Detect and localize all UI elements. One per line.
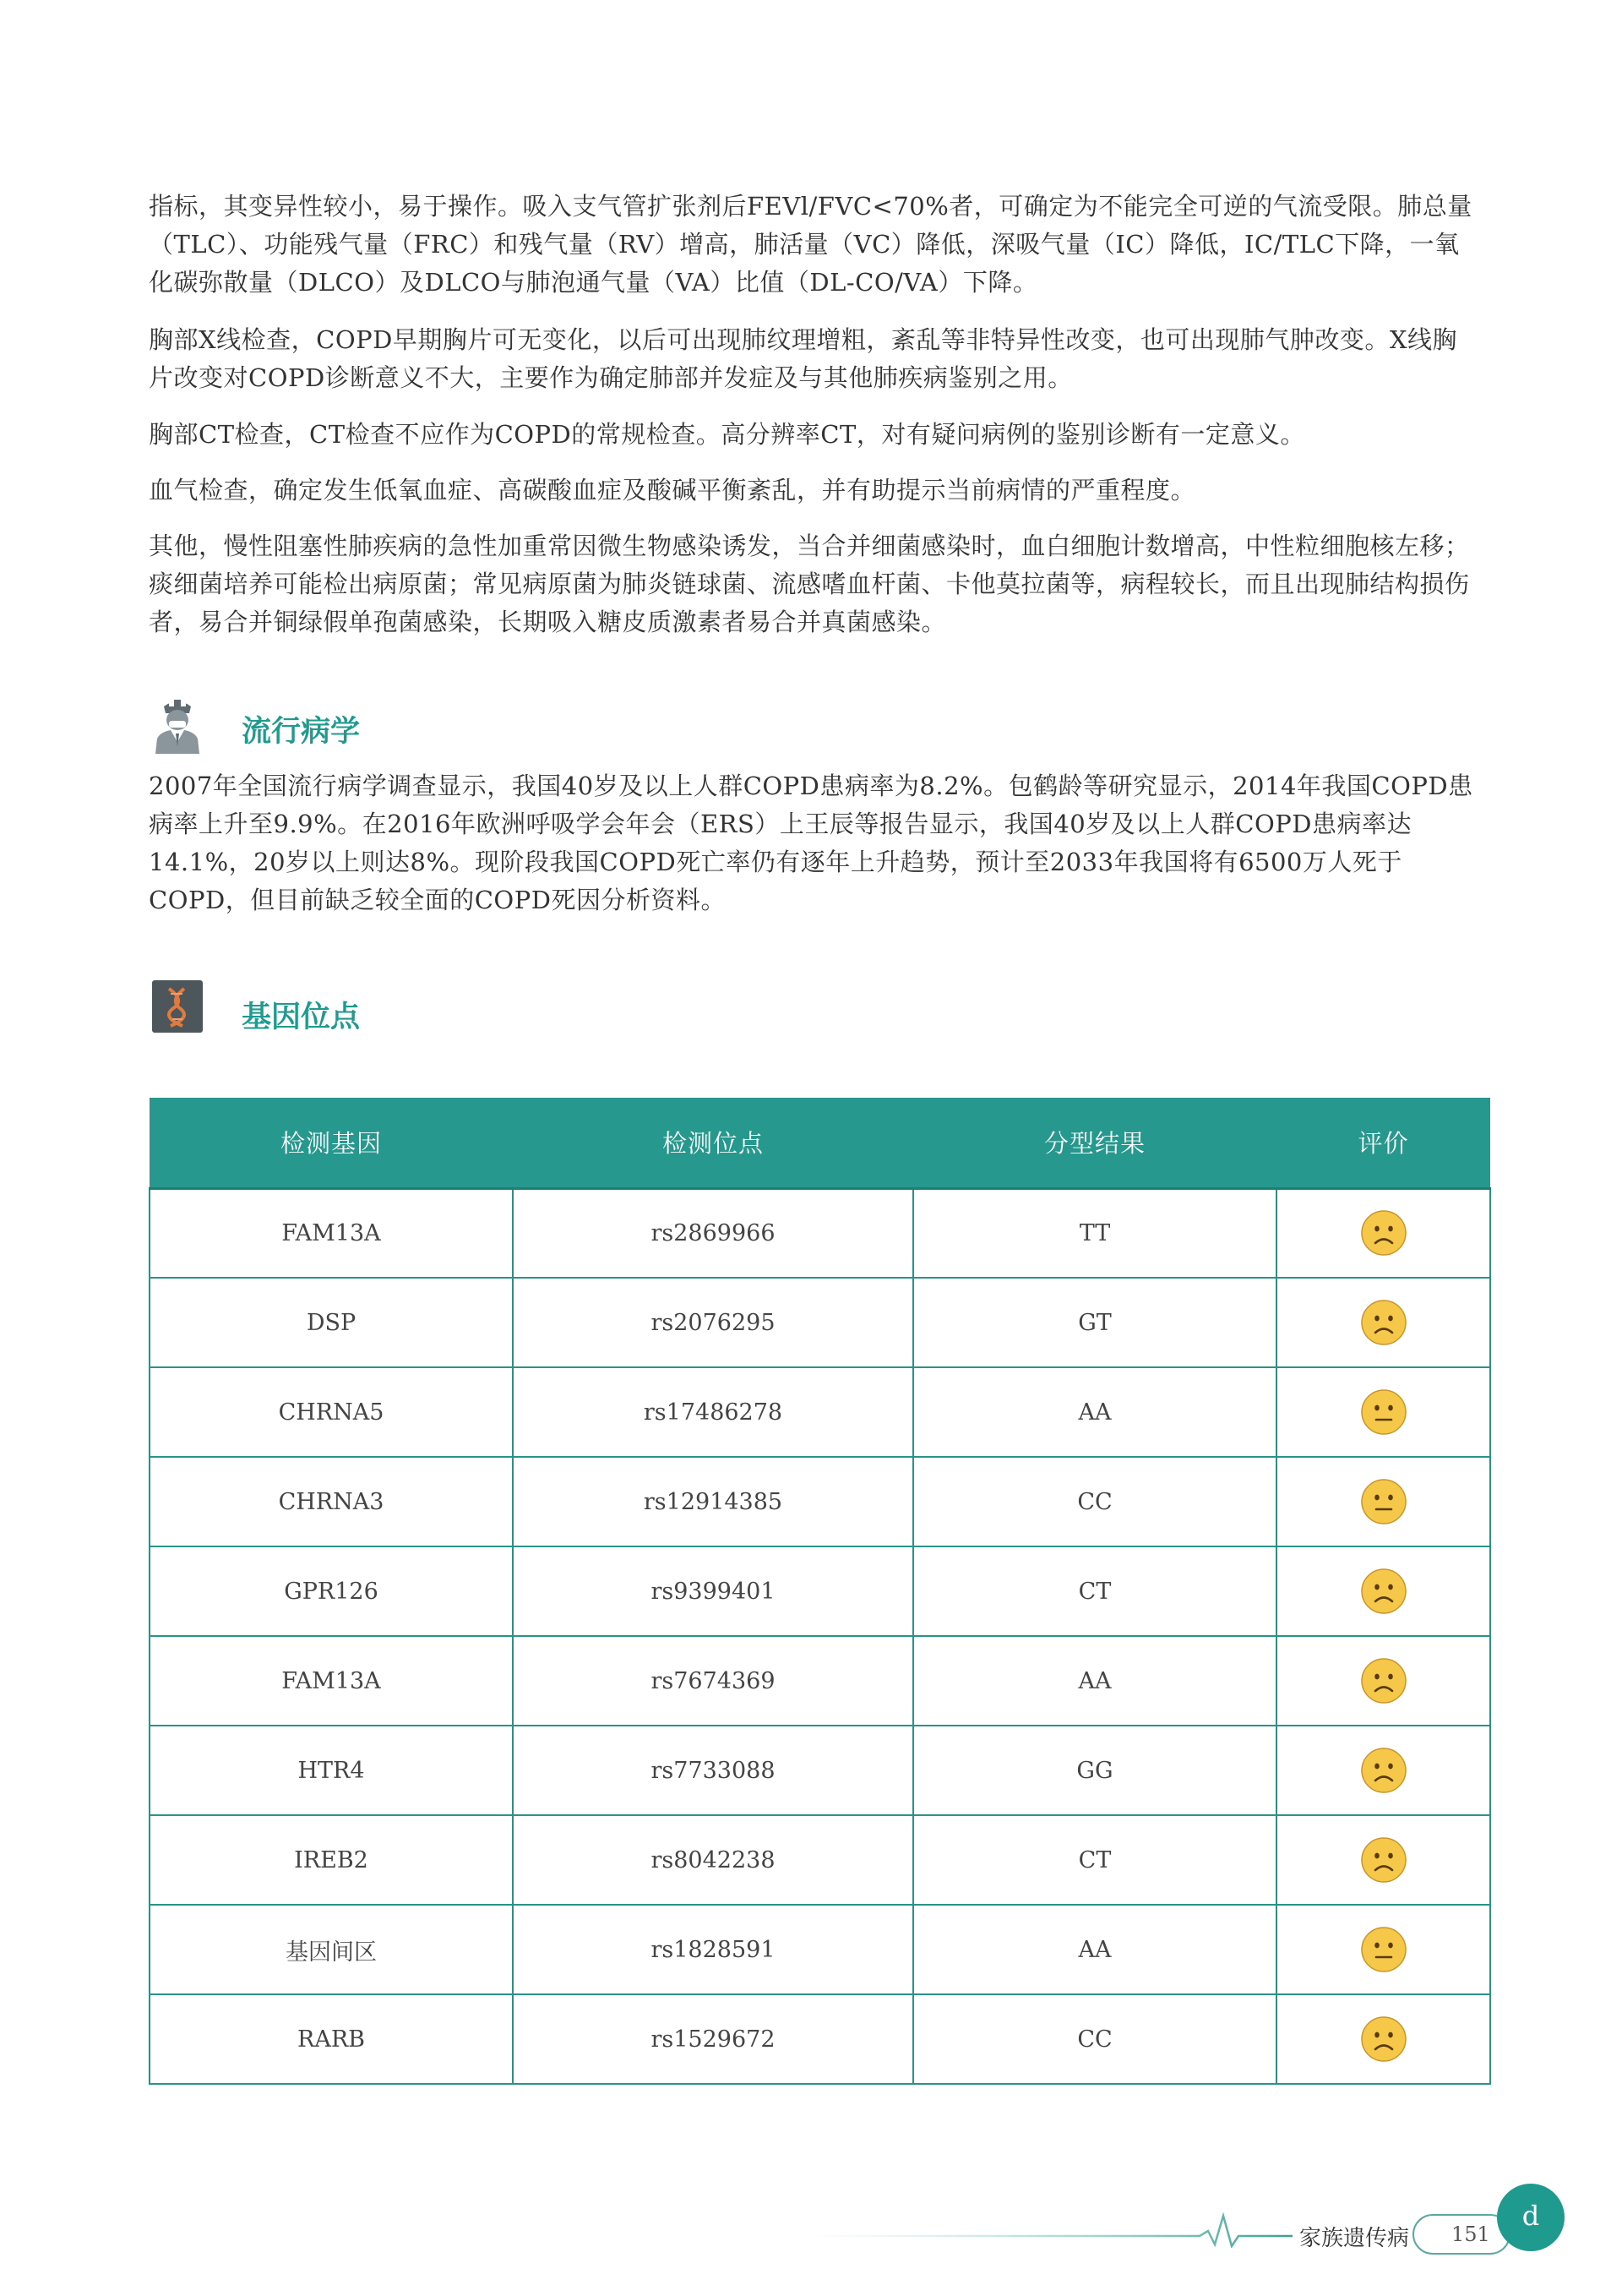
- rating-cell: [1276, 1726, 1490, 1815]
- rating-cell: [1276, 1457, 1490, 1546]
- paragraph-chest-xray: 胸部X线检查，COPD早期胸片可无变化，以后可出现肺纹理增粗，紊乱等非特异性改变，也可出现肺气肿改变。X线胸片改变对COPD诊断意义不大，主要作为确定肺部并发症及与其他肺疾病鉴别之用。: [149, 325, 1458, 392]
- result-cell: TT: [913, 1188, 1276, 1278]
- gene-cell: FAM13A: [150, 1188, 513, 1278]
- result-cell: CT: [913, 1815, 1276, 1905]
- header-site: 检测位点: [513, 1098, 913, 1188]
- dna-icon: [152, 980, 203, 1033]
- gene-cell: GPR126: [150, 1546, 513, 1636]
- doctor-icon: [152, 695, 203, 754]
- epidemiology-title: 流行病学: [242, 715, 361, 749]
- result-cell: CT: [913, 1546, 1276, 1636]
- sad-face-icon: [1360, 2015, 1407, 2063]
- rating-cell: [1276, 1278, 1490, 1367]
- site-cell: rs8042238: [513, 1815, 913, 1905]
- neutral-face-icon: [1360, 1926, 1407, 1973]
- page-number: 151: [1412, 2214, 1510, 2255]
- table-row: [150, 1457, 1490, 1546]
- paragraph-chest-ct: 胸部CT检查，CT检查不应作为COPD的常规检查。高分辨率CT，对有疑问病例的鉴别诊断有一定意义。: [149, 420, 1305, 449]
- rating-cell: [1276, 1815, 1490, 1905]
- result-cell: GT: [913, 1278, 1276, 1367]
- gene-cell: HTR4: [150, 1726, 513, 1815]
- site-cell: rs9399401: [513, 1546, 913, 1636]
- site-cell: rs2076295: [513, 1278, 913, 1367]
- site-cell: rs7733088: [513, 1726, 913, 1815]
- gene-cell: 基因间区: [150, 1905, 513, 1994]
- result-cell: CC: [913, 1994, 1276, 2084]
- paragraph-other: 其他，慢性阻塞性肺疾病的急性加重常因微生物感染诱发，当合并细菌感染时，血白细胞计数增高，中性粒细胞核左移；痰细菌培养可能检出病原菌；常见病原菌为肺炎链球菌、流感嗜血杆菌、卡他莫拉菌等，病程较长，而且出现肺结构损伤者，易合并铜绿假单孢菌感染，长期吸入糖皮质激素者易合并真菌感染。: [149, 532, 1470, 636]
- sad-face-icon: [1360, 1836, 1407, 1884]
- header-result: 分型结果: [913, 1098, 1276, 1188]
- table-row: [150, 1636, 1490, 1726]
- page-corner-badge: d: [1497, 2184, 1565, 2251]
- result-cell: AA: [913, 1636, 1276, 1726]
- table-header-row: [150, 1098, 1490, 1188]
- gene-cell: CHRNA3: [150, 1457, 513, 1546]
- result-cell: AA: [913, 1367, 1276, 1457]
- sad-face-icon: [1360, 1657, 1407, 1704]
- sad-face-icon: [1360, 1747, 1407, 1794]
- gene-cell: IREB2: [150, 1815, 513, 1905]
- table-row: [150, 1188, 1490, 1278]
- rating-cell: [1276, 1636, 1490, 1726]
- sad-face-icon: [1360, 1209, 1407, 1257]
- neutral-face-icon: [1360, 1478, 1407, 1525]
- site-cell: rs12914385: [513, 1457, 913, 1546]
- table-row: [150, 1905, 1490, 1994]
- site-cell: rs7674369: [513, 1636, 913, 1726]
- gene-cell: FAM13A: [150, 1636, 513, 1726]
- neutral-face-icon: [1360, 1388, 1407, 1436]
- rating-cell: [1276, 1367, 1490, 1457]
- sad-face-icon: [1360, 1299, 1407, 1346]
- table-row: [150, 1546, 1490, 1636]
- gene-section-header: [152, 980, 912, 1048]
- paragraph-blood-gas: 血气检查，确定发生低氧血症、高碳酸血症及酸碱平衡紊乱，并有助提示当前病情的严重程度。: [149, 476, 1196, 504]
- header-rating: 评价: [1276, 1098, 1490, 1188]
- table-row: [150, 1367, 1490, 1457]
- site-cell: rs1828591: [513, 1905, 913, 1994]
- gene-cell: DSP: [150, 1278, 513, 1367]
- sad-face-icon: [1360, 1568, 1407, 1615]
- table-row: [150, 1994, 1490, 2084]
- rating-cell: [1276, 1994, 1490, 2084]
- table-row: [150, 1278, 1490, 1367]
- table-row: [150, 1726, 1490, 1815]
- rating-cell: [1276, 1905, 1490, 1994]
- result-cell: AA: [913, 1905, 1276, 1994]
- gene-cell: RARB: [150, 1994, 513, 2084]
- footer-section-name: 家族遗传病: [1299, 2226, 1410, 2251]
- gene-locus-table: [149, 1098, 1491, 2085]
- header-gene: 检测基因: [150, 1098, 513, 1188]
- result-cell: CC: [913, 1457, 1276, 1546]
- result-cell: GG: [913, 1726, 1276, 1815]
- site-cell: rs17486278: [513, 1367, 913, 1457]
- site-cell: rs2869966: [513, 1188, 913, 1278]
- epidemiology-text: 2007年全国流行病学调查显示，我国40岁及以上人群COPD患病率为8.2%。包鹤龄等研究显示，2014年我国COPD患病率上升至9.9%。在2016年欧洲呼吸学会年会（ERS）上王辰等报告显示，我国40岁及以上人群COPD患病率达14.1%，20岁以上则达8%。现阶段我国COPD死亡率仍有逐年上升趋势，预计至2033年我国将有6500万人死于COPD，但目前缺乏较全面的COPD死因分析资料。: [149, 772, 1473, 914]
- paragraph-lung-function: 指标，其变异性较小，易于操作。吸入支气管扩张剂后FEVl/FVC<70%者，可确定为不能完全可逆的气流受限。肺总量（TLC）、功能残气量（FRC）和残气量（RV）增高，肺活量（VC）降低，深吸气量（IC）降低，IC/TLC下降，一氧化碳弥散量（DLCO）及DLCO与肺泡通气量（VA）比值（DL-CO/VA）下降。: [149, 192, 1472, 297]
- epidemiology-header: [152, 695, 912, 762]
- table-row: [150, 1815, 1490, 1905]
- gene-cell: CHRNA5: [150, 1367, 513, 1457]
- rating-cell: [1276, 1546, 1490, 1636]
- gene-section-title: 基因位点: [242, 1001, 361, 1034]
- rating-cell: [1276, 1188, 1490, 1278]
- site-cell: rs1529672: [513, 1994, 913, 2084]
